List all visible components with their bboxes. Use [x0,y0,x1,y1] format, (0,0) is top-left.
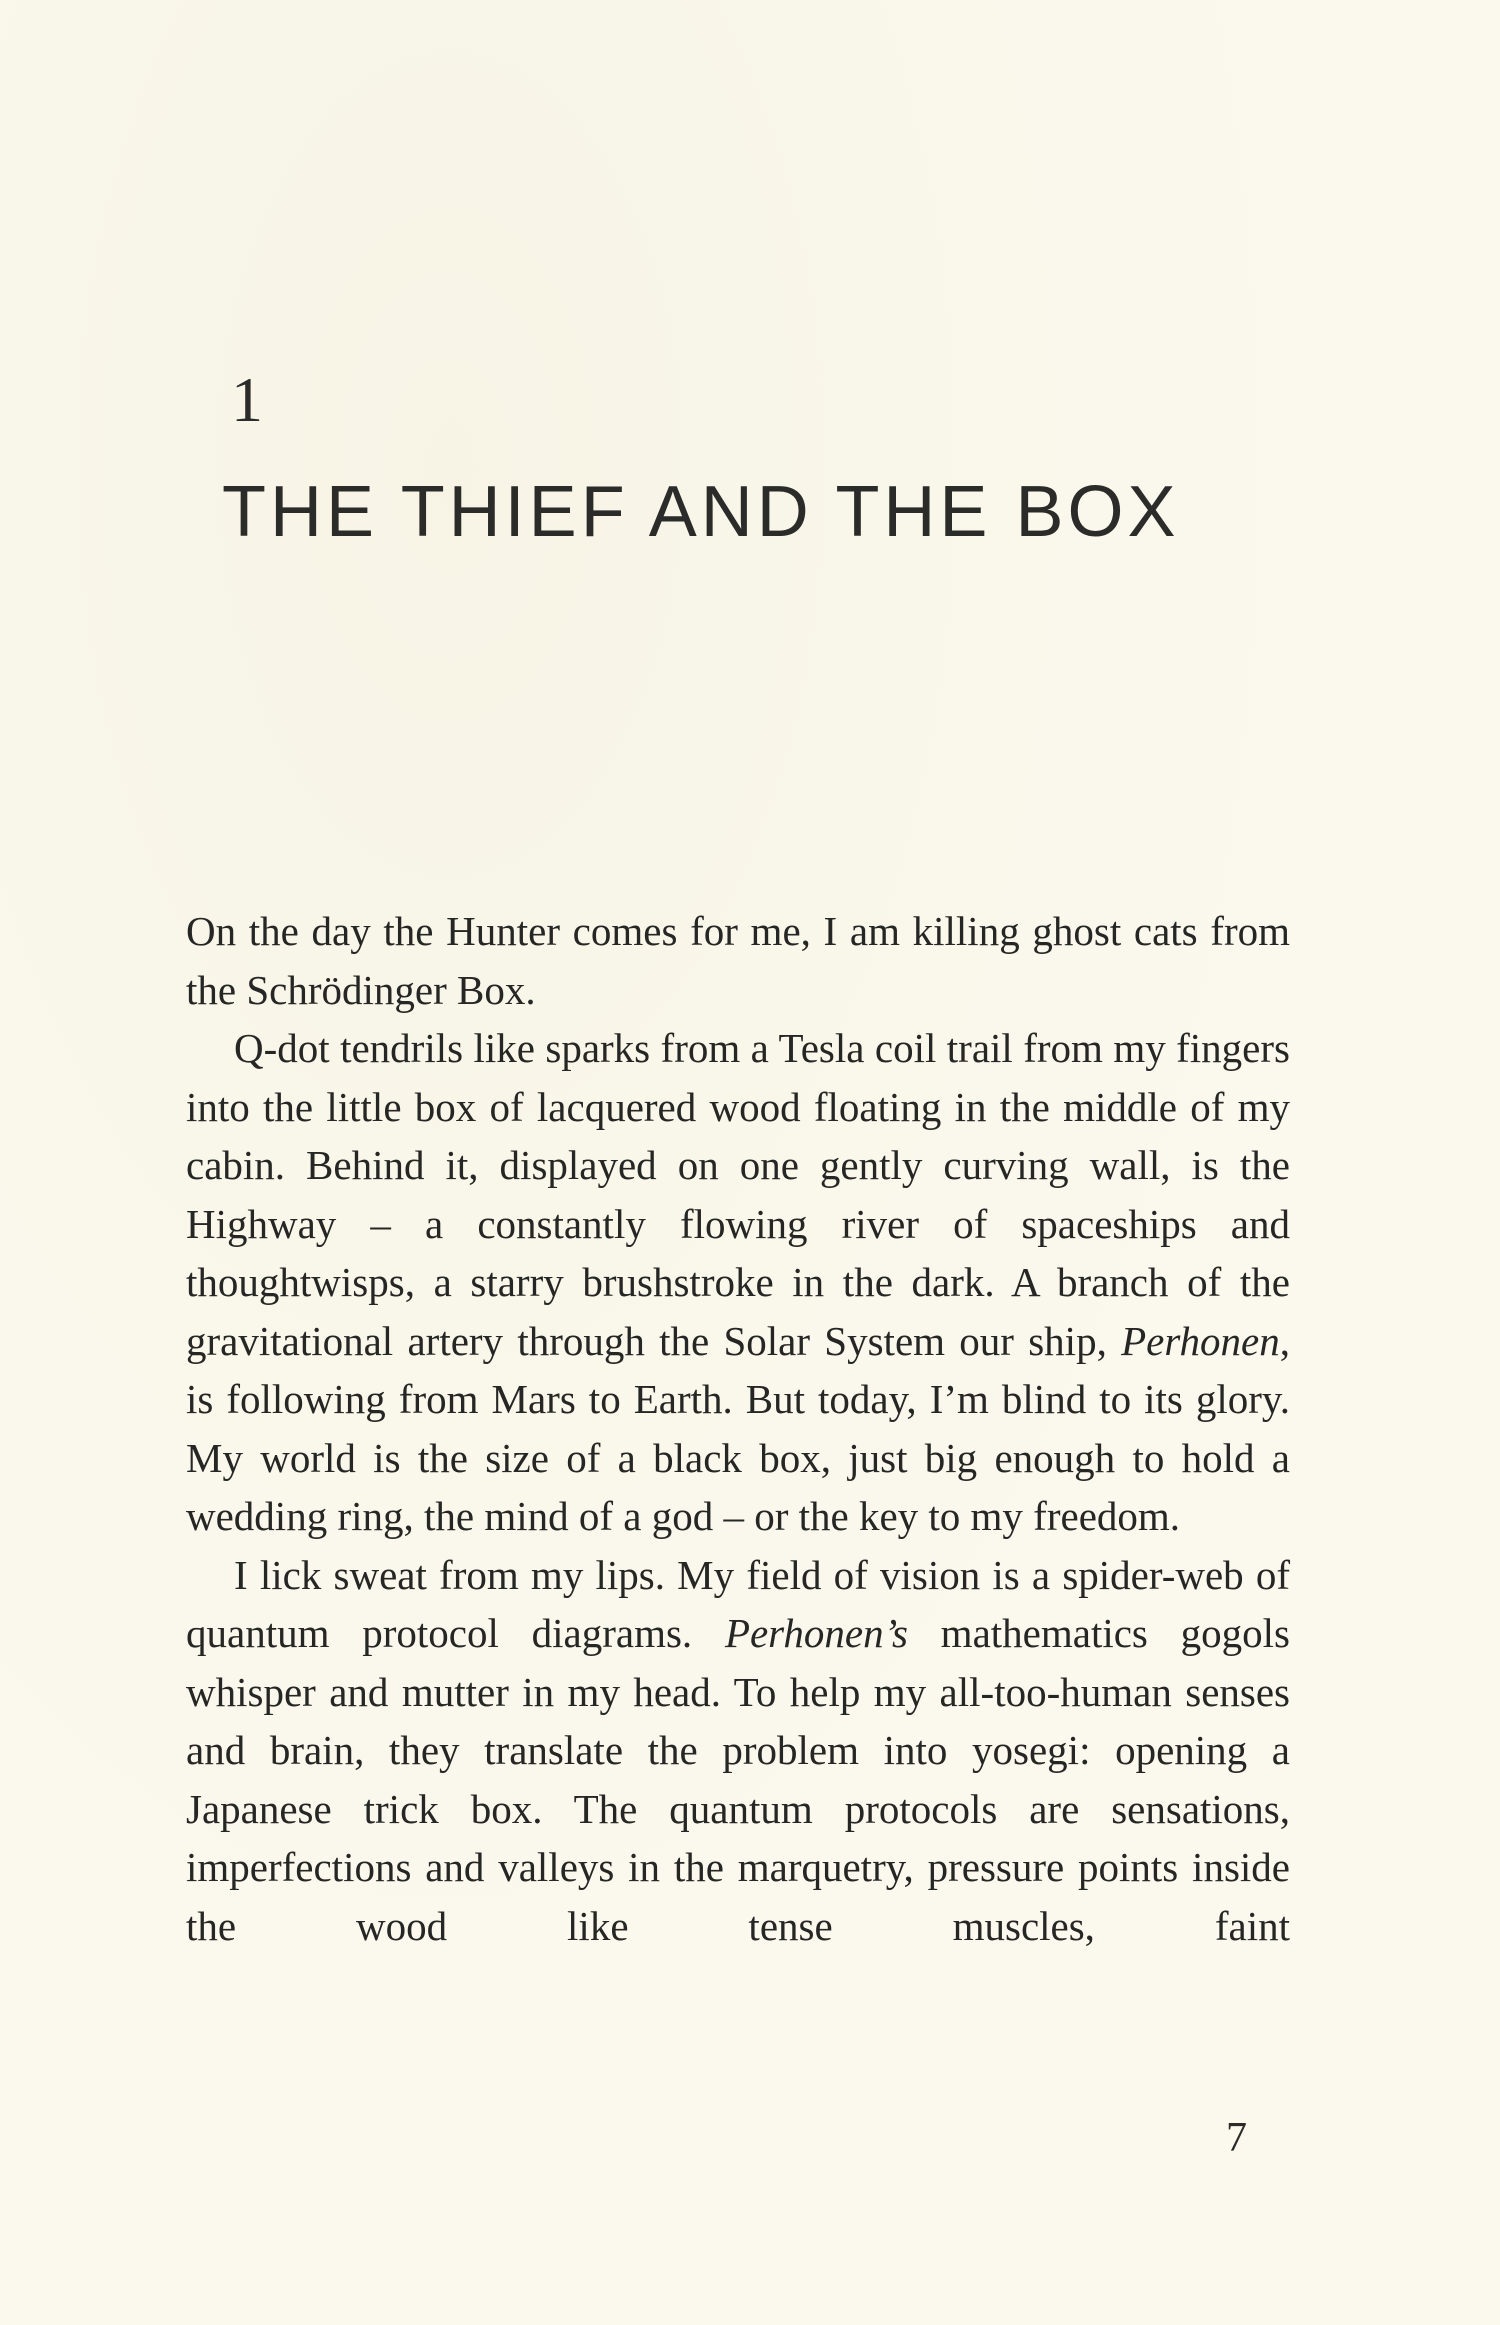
paragraph-2 [186,1019,1290,1546]
paragraph-1-text: On the day the Hunter comes for me, I am killing ghost cats from the Schrödinger Box. [186,908,1290,1013]
page-number: 7 [1226,2115,1247,2161]
paragraph-3-text-b: mathematics gogols whisper and mutter in my head. To help my all-too-human senses and brain, they translate the problem into yosegi: opening a Japanese trick box. The quantum protocols are sensations, imperfections and valleys in the marquetry, pressure points inside the wood like tense muscles, faint [186,1610,1290,1949]
paragraph-2-text-b: , is following from Mars to Earth. But today, I’m blind to its glory. My world is the size of a black box, just big enough to hold a wedding ring, the mind of a god – or the key to my freedom. [186,1317,1290,1539]
chapter-body [186,902,1290,1955]
paragraph-3-text-a: I lick sweat from my lips. My field of vision is a spider-web of quantum protocol diagrams. [186,1551,1290,1656]
chapter-title: THE THIEF AND THE BOX [222,472,1180,552]
chapter-number: 1 [231,364,263,435]
paragraph-2-text-a: Q-dot tendrils like sparks from a Tesla coil trail from my fingers into the little box of lacquered wood floating in the middle of my cabin. Behind it, displayed on one gently curving wall, is the Highway – a constantly flowing river of spaceships and thoughtwisps, a starry brushstroke in the dark. A branch of the gravitational artery through the Solar System our ship, [186,1025,1290,1364]
ship-name-italic: Perhonen [1121,1317,1280,1364]
paragraph-3 [186,1546,1290,1956]
paragraph-1 [186,902,1290,1019]
ship-name-possessive-italic: Perhonen’s [724,1610,908,1656]
